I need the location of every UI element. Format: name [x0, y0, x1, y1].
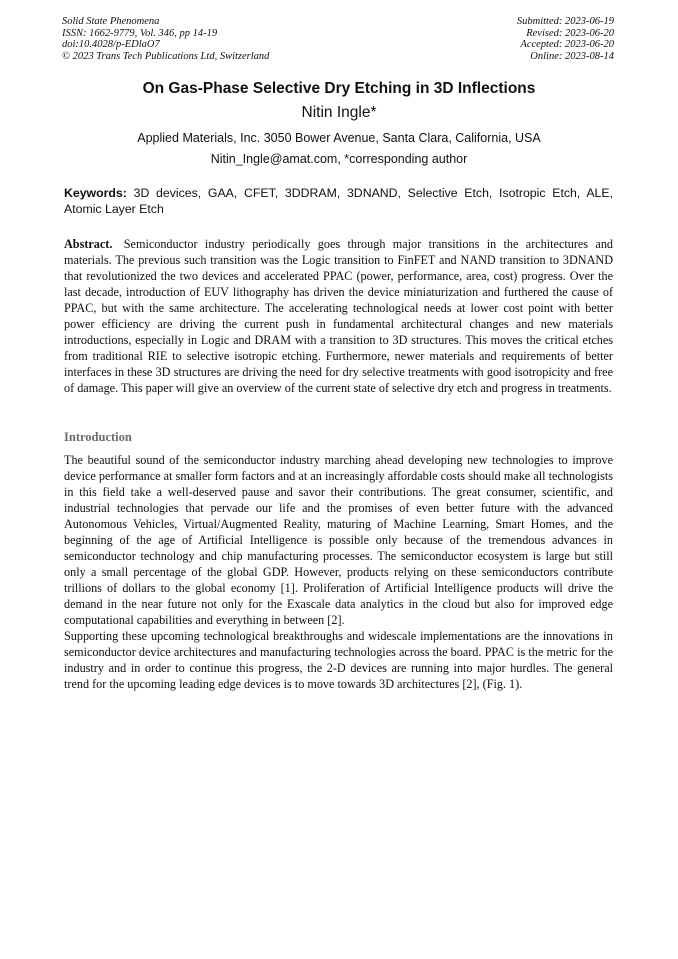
accepted-date: Accepted: 2023-06-20 [520, 39, 614, 50]
copyright-line: © 2023 Trans Tech Publications Ltd, Switzerland [62, 50, 270, 62]
introduction-body [64, 452, 613, 692]
issn-line: ISSN: 1662-9779, Vol. 346, pp 14-19 [62, 27, 218, 39]
keywords-label: Keywords: [64, 186, 127, 200]
journal-info [62, 16, 269, 62]
abstract-block [64, 236, 613, 396]
submission-dates [517, 16, 614, 62]
online-date: Online: 2023-08-14 [530, 50, 614, 62]
keywords-block [64, 185, 613, 217]
paper-title: On Gas-Phase Selective Dry Etching in 3D Inflections [142, 80, 536, 97]
intro-paragraph-1: The beautiful sound of the semiconductor industry marching ahead developing new technologies to improve device performance at smaller form factors and at an increasingly affordable costs should make all technologists in this field take a well-deserved pause and savor their contributions. The great consumer, scientific, and industrial technologies that pervade our life and the promises of even better future with the advanced Autonomous Vehicles, Virtual/Augmented Reality, maturing of Machine Learning, Smart Homes, and the beginning of the age of Artificial Intelligence is possible only because of the tremendous advances in semiconductor technology and chip manufacturing processes. The semiconductor ecosystem is large but still only a small percentage of the global GDP. However, products relying on these semiconductors contribute trillions of dollars to the global economy [1]. Proliferation of Artificial Intelligence products will drive the demand in the near future not only for the Exascale data analytics in the cloud but also for improved edge computational capabilities and everything in between [2]. [64, 453, 613, 627]
revised-date: Revised: 2023-06-20 [526, 27, 614, 39]
submitted-date: Submitted: 2023-06-19 [516, 16, 614, 27]
author-affiliation: Applied Materials, Inc. 3050 Bower Avenue, Santa Clara, California, USA [137, 131, 541, 145]
introduction-heading: Introduction [64, 430, 132, 444]
keywords-text: 3D devices, GAA, CFET, 3DDRAM, 3DNAND, Selective Etch, Isotropic Etch, ALE, Atomic Layer Etch [64, 186, 613, 216]
author-email: Nitin_Ingle@amat.com, *corresponding author [210, 152, 468, 166]
abstract-label: Abstract. [64, 237, 113, 251]
intro-paragraph-2: Supporting these upcoming technological breakthroughs and widescale implementations are the innovations in semiconductor device architectures and manufacturing technologies across the board. PPAC is the metric for the industry and in order to continue this progress, the 2-D devices are running into major hurdles. The general trend for the upcoming leading edge devices is to move towards 3D architectures [2], (Fig. 1). [64, 629, 613, 691]
author-name: Nitin Ingle* [301, 104, 377, 121]
doi-line: doi:10.4028/p-EDlaO7 [62, 39, 160, 50]
abstract-text: Semiconductor industry periodically goes through major transitions in the architectures and materials. The previous such transition was the Logic transition to FinFET and NAND transition to 3DNAND that revolutionized the two devices and accelerated PPAC (power, performance, area, cost) progress. Over the last decade, introduction of EUV lithography has driven the device miniaturization and furthered the cause of PPAC, but with the same architecture. The accelerating technological needs at lower cost point with better power efficiency are driving the current push in fundamental architectural changes and new materials introductions, especially in Logic and DRAM with a transition to 3D structures. This moves the critical etches from traditional RIE to selective isotropic etching. Furthermore, newer materials and requirements of better interfaces in these 3D structures are driving the need for dry selective treatments with good isotropicity and free of damage. This paper will give an overview of the current state of selective dry etch and progress in treatments. [64, 237, 614, 395]
journal-name: Solid State Phenomena [62, 16, 160, 27]
